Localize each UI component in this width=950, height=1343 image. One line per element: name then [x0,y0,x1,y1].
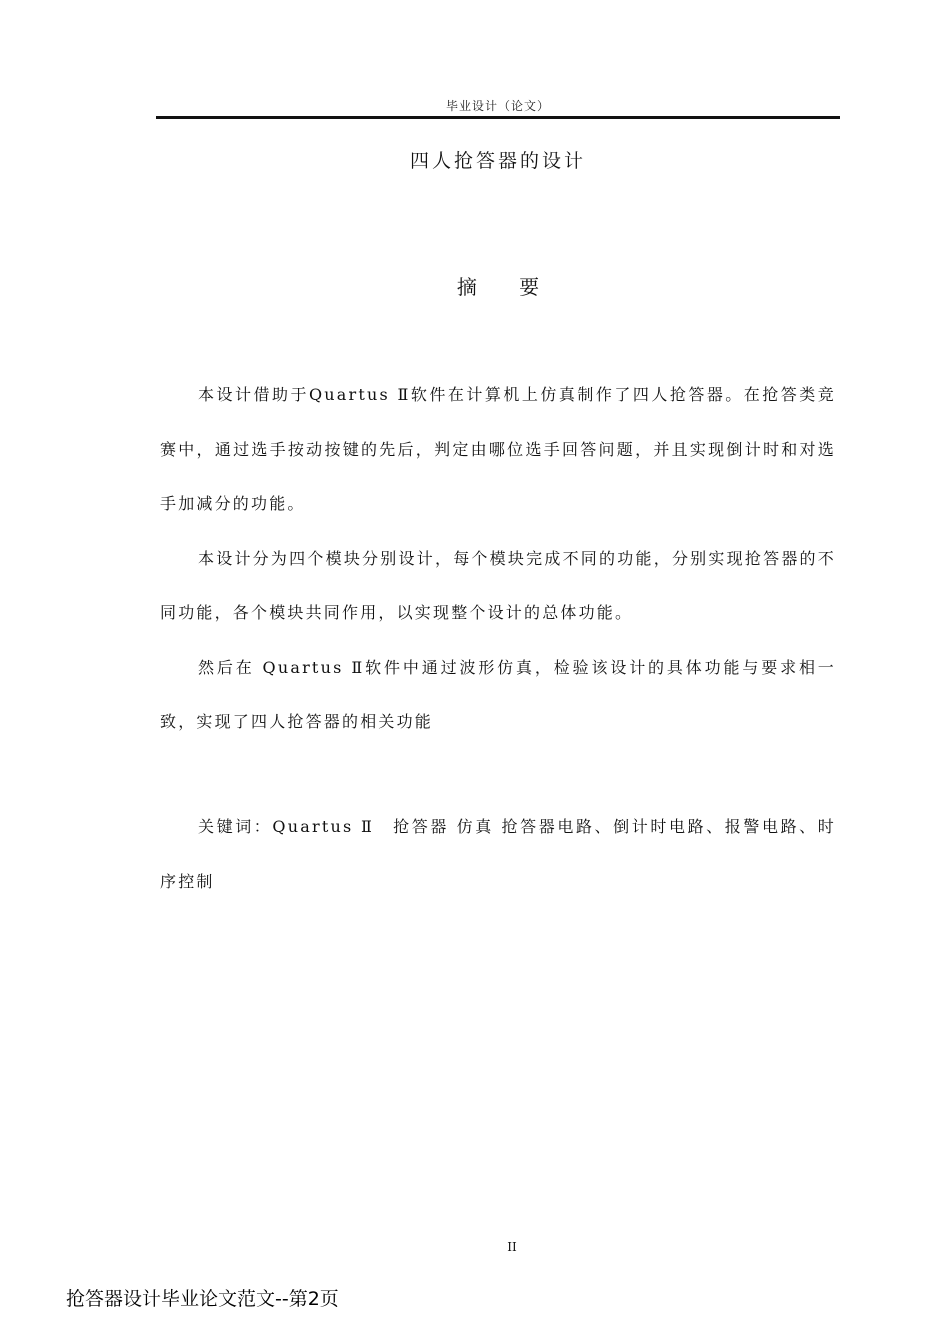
header-rule [156,116,840,119]
page-number: II [507,1240,517,1254]
paper-title: 四人抢答器的设计 [409,150,586,172]
abstract-paragraph-2: 本设计分为四个模块分别设计，每个模块完成不同的功能，分别实现抢答器的不同功能，各个模块共同作用，以实现整个设计的总体功能。 [160,548,836,622]
abstract-paragraph-3: 然后在 Quartus Ⅱ软件中通过波形仿真，检验该设计的具体功能与要求相一致，实现了四人抢答器的相关功能 [160,657,836,731]
footer-caption: 抢答器设计毕业论文范文--第2页 [66,1288,339,1310]
running-header: 毕业设计（论文） [445,99,550,113]
abstract-paragraph-1: 本设计借助于Quartus Ⅱ软件在计算机上仿真制作了四人抢答器。在抢答类竞赛中，通过选手按动按键的先后，判定由哪位选手回答问题，并且实现倒计时和对选手加减分的功能。 [160,385,836,513]
abstract-body [160,368,836,750]
keywords: 关键词：Quartus Ⅱ 抢答器 仿真 抢答器电路、倒计时电路、报警电路、时序控制 [160,817,836,891]
abstract-heading: 摘 要 [456,275,558,299]
